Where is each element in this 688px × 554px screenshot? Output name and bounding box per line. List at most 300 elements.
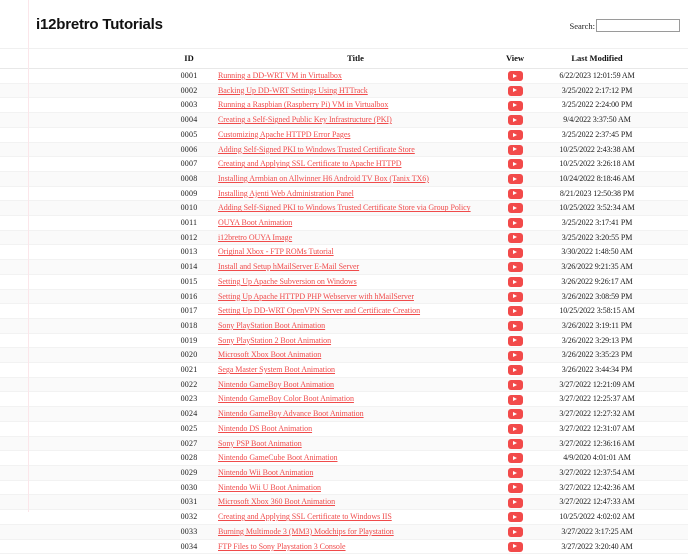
table-row	[0, 480, 688, 495]
left-guide-rule	[28, 0, 29, 512]
tutorial-link[interactable]: Setting Up DD-WRT OpenVPN Server and Certificate Creation	[218, 306, 421, 316]
cell-last-modified: 3/25/2022 2:24:00 PM	[537, 98, 657, 113]
table-row	[0, 289, 688, 304]
cell-title	[218, 83, 493, 98]
cell-id: 0010	[160, 201, 218, 216]
search-label: Search:	[569, 20, 595, 31]
spacer-left-cell	[0, 157, 160, 172]
spacer-left-header	[0, 49, 160, 69]
tutorial-link[interactable]: Nintendo DS Boot Animation	[218, 423, 313, 433]
cell-id: 0003	[160, 98, 218, 113]
cell-last-modified: 3/25/2022 2:37:45 PM	[537, 127, 657, 142]
cell-view	[493, 318, 537, 333]
table-row	[0, 98, 688, 113]
spacer-left-cell	[0, 83, 160, 98]
cell-last-modified: 3/27/2022 12:42:36 AM	[537, 480, 657, 495]
cell-last-modified: 3/26/2022 9:26:17 AM	[537, 274, 657, 289]
cell-title	[218, 260, 493, 275]
cell-last-modified: 10/25/2022 2:43:38 AM	[537, 142, 657, 157]
page-title: i12bretro Tutorials	[36, 16, 163, 33]
table-row	[0, 377, 688, 392]
tutorial-link[interactable]: Burning Multimode 3 (MM3) Modchips for Playstation	[218, 526, 394, 536]
youtube-play-icon[interactable]	[508, 159, 523, 169]
spacer-left-cell	[0, 201, 160, 216]
spacer-right-cell	[657, 465, 688, 480]
cell-view	[493, 289, 537, 304]
table-row	[0, 392, 688, 407]
cell-view	[493, 333, 537, 348]
youtube-play-icon[interactable]	[508, 277, 523, 287]
spacer-right-header	[657, 49, 688, 69]
cell-title	[218, 289, 493, 304]
spacer-left-cell	[0, 318, 160, 333]
cell-title	[218, 157, 493, 172]
table-row	[0, 524, 688, 539]
youtube-play-icon[interactable]	[508, 424, 523, 434]
tutorial-link[interactable]: Creating and Applying SSL Certificate to Windows IIS	[218, 512, 392, 522]
cell-view	[493, 363, 537, 378]
table-row	[0, 539, 688, 554]
youtube-play-icon[interactable]	[508, 336, 523, 346]
spacer-right-cell	[657, 171, 688, 186]
spacer-left-cell	[0, 421, 160, 436]
spacer-right-cell	[657, 98, 688, 113]
table-row	[0, 465, 688, 480]
cell-title	[218, 171, 493, 186]
spacer-right-cell	[657, 142, 688, 157]
cell-title	[218, 480, 493, 495]
cell-last-modified: 3/26/2022 3:44:34 PM	[537, 363, 657, 378]
cell-id: 0001	[160, 69, 218, 84]
spacer-left-cell	[0, 363, 160, 378]
cell-view	[493, 230, 537, 245]
spacer-right-cell	[657, 304, 688, 319]
column-header-title[interactable]: Title	[218, 49, 493, 69]
spacer-left-cell	[0, 304, 160, 319]
cell-view	[493, 304, 537, 319]
tutorials-table	[0, 48, 688, 554]
youtube-play-icon[interactable]	[508, 527, 523, 537]
tutorial-link[interactable]: Sony PSP Boot Animation	[218, 438, 302, 448]
youtube-play-icon[interactable]	[508, 292, 523, 302]
cell-view	[493, 274, 537, 289]
cell-title	[218, 451, 493, 466]
tutorial-link[interactable]: Install and Setup hMailServer E-Mail Server	[218, 262, 360, 272]
spacer-left-cell	[0, 392, 160, 407]
cell-title	[218, 245, 493, 260]
cell-view	[493, 186, 537, 201]
table-row	[0, 216, 688, 231]
spacer-right-cell	[657, 407, 688, 422]
table-row	[0, 83, 688, 98]
cell-last-modified: 3/27/2022 12:21:09 AM	[537, 377, 657, 392]
table-row	[0, 230, 688, 245]
table-row	[0, 69, 688, 84]
spacer-right-cell	[657, 348, 688, 363]
cell-id: 0032	[160, 510, 218, 525]
search-input[interactable]	[596, 19, 680, 32]
cell-view	[493, 392, 537, 407]
table-row	[0, 407, 688, 422]
cell-view	[493, 495, 537, 510]
cell-id: 0025	[160, 421, 218, 436]
cell-title	[218, 318, 493, 333]
spacer-left-cell	[0, 245, 160, 260]
tutorial-link[interactable]: Original Xbox - FTP ROMs Tutorial	[218, 247, 334, 257]
tutorial-link[interactable]: Creating and Applying SSL Certificate to Apache HTTPD	[218, 159, 402, 169]
table-row	[0, 201, 688, 216]
cell-id: 0034	[160, 539, 218, 554]
cell-view	[493, 407, 537, 422]
cell-id: 0005	[160, 127, 218, 142]
cell-last-modified: 3/25/2022 2:17:12 PM	[537, 83, 657, 98]
spacer-left-cell	[0, 451, 160, 466]
cell-last-modified: 3/25/2022 3:20:55 PM	[537, 230, 657, 245]
cell-id: 0031	[160, 495, 218, 510]
table-body	[0, 69, 688, 554]
cell-title	[218, 421, 493, 436]
cell-view	[493, 260, 537, 275]
cell-title	[218, 465, 493, 480]
spacer-right-cell	[657, 539, 688, 554]
cell-view	[493, 69, 537, 84]
cell-title	[218, 201, 493, 216]
youtube-play-icon[interactable]	[508, 306, 523, 316]
cell-id: 0017	[160, 304, 218, 319]
youtube-play-icon[interactable]	[508, 262, 523, 272]
table-row	[0, 304, 688, 319]
table-row	[0, 363, 688, 378]
cell-last-modified: 3/27/2022 3:20:40 AM	[537, 539, 657, 554]
tutorial-link[interactable]: Nintendo Wii U Boot Animation	[218, 482, 321, 492]
spacer-left-cell	[0, 171, 160, 186]
youtube-play-icon[interactable]	[508, 203, 523, 213]
cell-id: 0024	[160, 407, 218, 422]
table-row	[0, 436, 688, 451]
spacer-left-cell	[0, 333, 160, 348]
spacer-right-cell	[657, 127, 688, 142]
cell-last-modified: 3/27/2022 12:37:54 AM	[537, 465, 657, 480]
spacer-right-cell	[657, 524, 688, 539]
tutorial-link[interactable]: Nintendo GameBoy Boot Animation	[218, 379, 334, 389]
tutorial-link[interactable]: Microsoft Xbox 360 Boot Animation	[218, 497, 336, 507]
spacer-right-cell	[657, 333, 688, 348]
youtube-play-icon[interactable]	[508, 233, 523, 243]
youtube-play-icon[interactable]	[508, 380, 523, 390]
cell-title	[218, 392, 493, 407]
cell-last-modified: 10/25/2022 3:26:18 AM	[537, 157, 657, 172]
spacer-left-cell	[0, 524, 160, 539]
cell-id: 0016	[160, 289, 218, 304]
youtube-play-icon[interactable]	[508, 130, 523, 140]
cell-last-modified: 3/27/2022 12:47:33 AM	[537, 495, 657, 510]
cell-last-modified: 10/24/2022 8:18:46 AM	[537, 171, 657, 186]
tutorial-link[interactable]: Sony PlayStation Boot Animation	[218, 320, 326, 330]
cell-title	[218, 333, 493, 348]
cell-id: 0008	[160, 171, 218, 186]
table-row	[0, 421, 688, 436]
cell-title	[218, 377, 493, 392]
spacer-left-cell	[0, 260, 160, 275]
spacer-right-cell	[657, 377, 688, 392]
youtube-play-icon[interactable]	[508, 439, 523, 449]
youtube-play-icon[interactable]	[508, 365, 523, 375]
cell-title	[218, 363, 493, 378]
cell-title	[218, 98, 493, 113]
table-row	[0, 127, 688, 142]
youtube-play-icon[interactable]	[508, 248, 523, 258]
cell-title	[218, 186, 493, 201]
column-header-last-modified[interactable]: Last Modified	[537, 49, 657, 69]
youtube-play-icon[interactable]	[508, 498, 523, 508]
cell-last-modified: 10/25/2022 4:02:02 AM	[537, 510, 657, 525]
cell-id: 0013	[160, 245, 218, 260]
cell-id: 0018	[160, 318, 218, 333]
tutorial-link[interactable]: Sony PlayStation 2 Boot Animation	[218, 335, 332, 345]
cell-id: 0023	[160, 392, 218, 407]
table-row	[0, 260, 688, 275]
cell-view	[493, 113, 537, 128]
cell-last-modified: 6/22/2023 12:01:59 AM	[537, 69, 657, 84]
table-row	[0, 451, 688, 466]
cell-id: 0006	[160, 142, 218, 157]
table-row	[0, 245, 688, 260]
cell-last-modified: 9/4/2022 3:37:50 AM	[537, 113, 657, 128]
search-area	[570, 19, 681, 32]
tutorial-link[interactable]: Nintendo GameBoy Color Boot Animation	[218, 394, 354, 404]
spacer-right-cell	[657, 289, 688, 304]
cell-id: 0012	[160, 230, 218, 245]
cell-title	[218, 407, 493, 422]
tutorial-link[interactable]: OUYA Boot Animation	[218, 218, 293, 228]
cell-view	[493, 127, 537, 142]
cell-id: 0021	[160, 363, 218, 378]
spacer-left-cell	[0, 377, 160, 392]
cell-view	[493, 377, 537, 392]
cell-view	[493, 245, 537, 260]
cell-id: 0020	[160, 348, 218, 363]
spacer-left-cell	[0, 407, 160, 422]
cell-id: 0019	[160, 333, 218, 348]
spacer-left-cell	[0, 348, 160, 363]
cell-last-modified: 4/9/2020 4:01:01 AM	[537, 451, 657, 466]
cell-last-modified: 3/27/2022 12:27:32 AM	[537, 407, 657, 422]
cell-id: 0014	[160, 260, 218, 275]
spacer-right-cell	[657, 201, 688, 216]
tutorial-link[interactable]: Setting Up Apache Subversion on Windows	[218, 276, 357, 286]
spacer-left-cell	[0, 274, 160, 289]
youtube-play-icon[interactable]	[508, 218, 523, 228]
table-header	[0, 49, 688, 69]
cell-last-modified: 3/27/2022 12:36:16 AM	[537, 436, 657, 451]
spacer-right-cell	[657, 480, 688, 495]
tutorial-link[interactable]: Customizing Apache HTTPD Error Pages	[218, 129, 351, 139]
cell-view	[493, 451, 537, 466]
cell-title	[218, 216, 493, 231]
cell-view	[493, 480, 537, 495]
spacer-left-cell	[0, 230, 160, 245]
spacer-right-cell	[657, 260, 688, 275]
cell-view	[493, 171, 537, 186]
tutorial-link[interactable]: Running a Raspbian (Raspberry Pi) VM in Virtualbox	[218, 100, 389, 110]
cell-view	[493, 83, 537, 98]
cell-title	[218, 304, 493, 319]
youtube-play-icon[interactable]	[508, 409, 523, 419]
tutorial-link[interactable]: Installing Ajenti Web Administration Panel	[218, 188, 354, 198]
cell-id: 0004	[160, 113, 218, 128]
spacer-right-cell	[657, 157, 688, 172]
cell-title	[218, 274, 493, 289]
tutorial-link[interactable]: Creating a Self-Signed Public Key Infrastructure (PKI)	[218, 115, 392, 125]
cell-id: 0030	[160, 480, 218, 495]
youtube-play-icon[interactable]	[508, 71, 523, 81]
table-row	[0, 113, 688, 128]
spacer-right-cell	[657, 83, 688, 98]
youtube-play-icon[interactable]	[508, 453, 523, 463]
cell-last-modified: 3/30/2022 1:48:50 AM	[537, 245, 657, 260]
cell-view	[493, 524, 537, 539]
youtube-play-icon[interactable]	[508, 395, 523, 405]
youtube-play-icon[interactable]	[508, 189, 523, 199]
youtube-play-icon[interactable]	[508, 483, 523, 493]
spacer-right-cell	[657, 245, 688, 260]
cell-title	[218, 230, 493, 245]
column-header-id[interactable]: ID	[160, 49, 218, 69]
cell-id: 0028	[160, 451, 218, 466]
cell-title	[218, 142, 493, 157]
cell-last-modified: 3/26/2022 3:19:11 PM	[537, 318, 657, 333]
spacer-left-cell	[0, 216, 160, 231]
spacer-right-cell	[657, 451, 688, 466]
tutorial-link[interactable]: Adding Self-Signed PKI to Windows Trusted Certificate Store	[218, 144, 415, 154]
table-row	[0, 186, 688, 201]
spacer-left-cell	[0, 539, 160, 554]
youtube-play-icon[interactable]	[508, 145, 523, 155]
tutorial-link[interactable]: Setting Up Apache HTTPD PHP Webserver with hMailServer	[218, 291, 414, 301]
spacer-left-cell	[0, 495, 160, 510]
tutorial-link[interactable]: Adding Self-Signed PKI to Windows Trusted Certificate Store via Group Policy	[218, 203, 471, 213]
cell-last-modified: 3/26/2022 3:35:23 PM	[537, 348, 657, 363]
cell-id: 0015	[160, 274, 218, 289]
cell-view	[493, 142, 537, 157]
spacer-left-cell	[0, 127, 160, 142]
cell-id: 0029	[160, 465, 218, 480]
tutorial-link[interactable]: Nintendo Wii Boot Animation	[218, 467, 314, 477]
cell-title	[218, 348, 493, 363]
spacer-left-cell	[0, 69, 160, 84]
cell-view	[493, 436, 537, 451]
cell-last-modified: 3/25/2022 3:17:41 PM	[537, 216, 657, 231]
cell-view	[493, 421, 537, 436]
page-header	[0, 0, 688, 48]
cell-view	[493, 216, 537, 231]
cell-last-modified: 10/25/2022 3:52:34 AM	[537, 201, 657, 216]
youtube-play-icon[interactable]	[508, 512, 523, 522]
table-row	[0, 333, 688, 348]
spacer-right-cell	[657, 69, 688, 84]
cell-title	[218, 113, 493, 128]
spacer-right-cell	[657, 216, 688, 231]
tutorial-link[interactable]: Microsoft Xbox Boot Animation	[218, 350, 322, 360]
youtube-play-icon[interactable]	[508, 115, 523, 125]
tutorial-link[interactable]: Running a DD-WRT VM in Virtualbox	[218, 71, 342, 80]
spacer-right-cell	[657, 363, 688, 378]
spacer-left-cell	[0, 113, 160, 128]
spacer-right-cell	[657, 495, 688, 510]
cell-id: 0022	[160, 377, 218, 392]
cell-title	[218, 539, 493, 554]
table-row	[0, 157, 688, 172]
tutorial-link[interactable]: Sega Master System Boot Animation	[218, 365, 336, 375]
cell-view	[493, 157, 537, 172]
spacer-right-cell	[657, 421, 688, 436]
cell-last-modified: 3/27/2022 12:25:37 AM	[537, 392, 657, 407]
spacer-left-cell	[0, 98, 160, 113]
spacer-right-cell	[657, 392, 688, 407]
cell-title	[218, 127, 493, 142]
cell-view	[493, 539, 537, 554]
table-row	[0, 348, 688, 363]
cell-id: 0027	[160, 436, 218, 451]
cell-view	[493, 98, 537, 113]
cell-last-modified: 3/26/2022 9:21:35 AM	[537, 260, 657, 275]
tutorial-link[interactable]: Nintendo GameCube Boot Animation	[218, 453, 338, 463]
spacer-right-cell	[657, 113, 688, 128]
cell-title	[218, 436, 493, 451]
youtube-play-icon[interactable]	[508, 321, 523, 331]
cell-title	[218, 524, 493, 539]
youtube-play-icon[interactable]	[508, 86, 523, 96]
tutorial-link[interactable]: Backing Up DD-WRT Settings Using HTTrack	[218, 85, 368, 95]
table-row	[0, 142, 688, 157]
table-header-row	[0, 49, 688, 69]
cell-title	[218, 495, 493, 510]
cell-id: 0002	[160, 83, 218, 98]
spacer-left-cell	[0, 436, 160, 451]
youtube-play-icon[interactable]	[508, 542, 523, 552]
spacer-left-cell	[0, 465, 160, 480]
cell-view	[493, 465, 537, 480]
tutorial-link[interactable]: Installing Armbian on Allwinner H6 Android TV Box (Tanix TX6)	[218, 173, 429, 183]
spacer-right-cell	[657, 230, 688, 245]
youtube-play-icon[interactable]	[508, 174, 523, 184]
cell-id: 0033	[160, 524, 218, 539]
cell-id: 0009	[160, 186, 218, 201]
spacer-left-cell	[0, 480, 160, 495]
tutorial-link[interactable]: FTP Files to Sony Playstation 3 Console	[218, 541, 346, 551]
tutorial-link[interactable]: Nintendo GameBoy Advance Boot Animation	[218, 409, 364, 419]
tutorial-link[interactable]: i12bretro OUYA Image	[218, 232, 293, 242]
cell-last-modified: 3/27/2022 12:31:07 AM	[537, 421, 657, 436]
column-header-view[interactable]: View	[493, 49, 537, 69]
cell-last-modified: 10/25/2022 3:58:15 AM	[537, 304, 657, 319]
spacer-right-cell	[657, 318, 688, 333]
cell-view	[493, 201, 537, 216]
cell-last-modified: 3/26/2022 3:29:13 PM	[537, 333, 657, 348]
cell-title	[218, 69, 493, 84]
cell-id: 0007	[160, 157, 218, 172]
cell-view	[493, 348, 537, 363]
spacer-left-cell	[0, 142, 160, 157]
youtube-play-icon[interactable]	[508, 468, 523, 478]
cell-id: 0011	[160, 216, 218, 231]
cell-last-modified: 3/26/2022 3:08:59 PM	[537, 289, 657, 304]
table-row	[0, 495, 688, 510]
spacer-left-cell	[0, 289, 160, 304]
youtube-play-icon[interactable]	[508, 101, 523, 111]
youtube-play-icon[interactable]	[508, 351, 523, 361]
table-row	[0, 318, 688, 333]
